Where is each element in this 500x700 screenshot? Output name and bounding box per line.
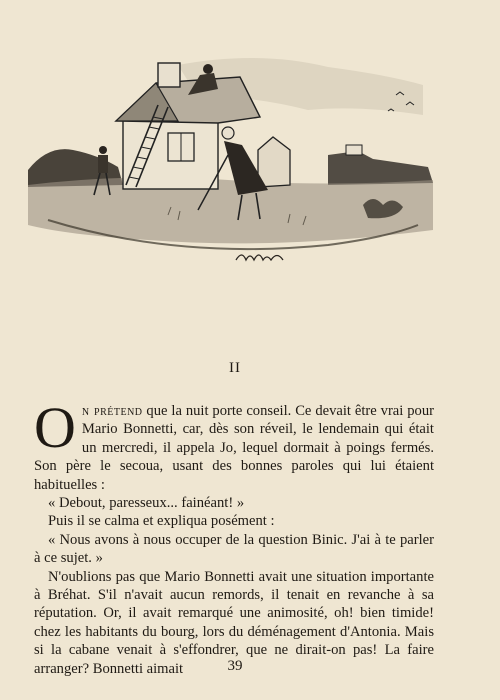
paragraph-2: « Debout, paresseux... fainéant! » bbox=[48, 495, 245, 512]
house-scene-illustration bbox=[28, 55, 438, 270]
drop-cap: O bbox=[34, 395, 76, 460]
paragraph-5: N'oublions pas que Mario Bonnetti avait une situation importante à Bréhat. S'il n'avait aucun remords, il tenait en revanche à sa réputation. Or, il avait remarqué une animosité, oh! bien timide! chez les habitants du bourg, lors du déménagement d'Antonia. Mais si la cabane venait à s'effondrer, que ne dirait-on pas! La faire arranger? Bonnetti aimait bbox=[34, 568, 434, 677]
body-text bbox=[34, 395, 434, 678]
chapter-number: II bbox=[229, 360, 241, 376]
paragraph-1-text: que la nuit porte conseil. Ce devait être vrai pour Mario Bonnetti, car, dès son réveil, le lendemain qui était un mercredi, il appela Jo, lequel dormait à poings fermés. Son père le secoua, usant des bonnes paroles qui lui étaient habituelles : bbox=[34, 403, 434, 493]
paragraph-3: Puis il se calma et expliqua posément : bbox=[48, 513, 275, 530]
page-number: 39 bbox=[227, 658, 243, 674]
lead-words: n prétend bbox=[81, 403, 143, 419]
paragraph-4: « Nous avons à nous occuper de la question Binic. J'ai à te parler à ce sujet. » bbox=[34, 531, 434, 567]
paragraph-1 bbox=[34, 395, 434, 494]
